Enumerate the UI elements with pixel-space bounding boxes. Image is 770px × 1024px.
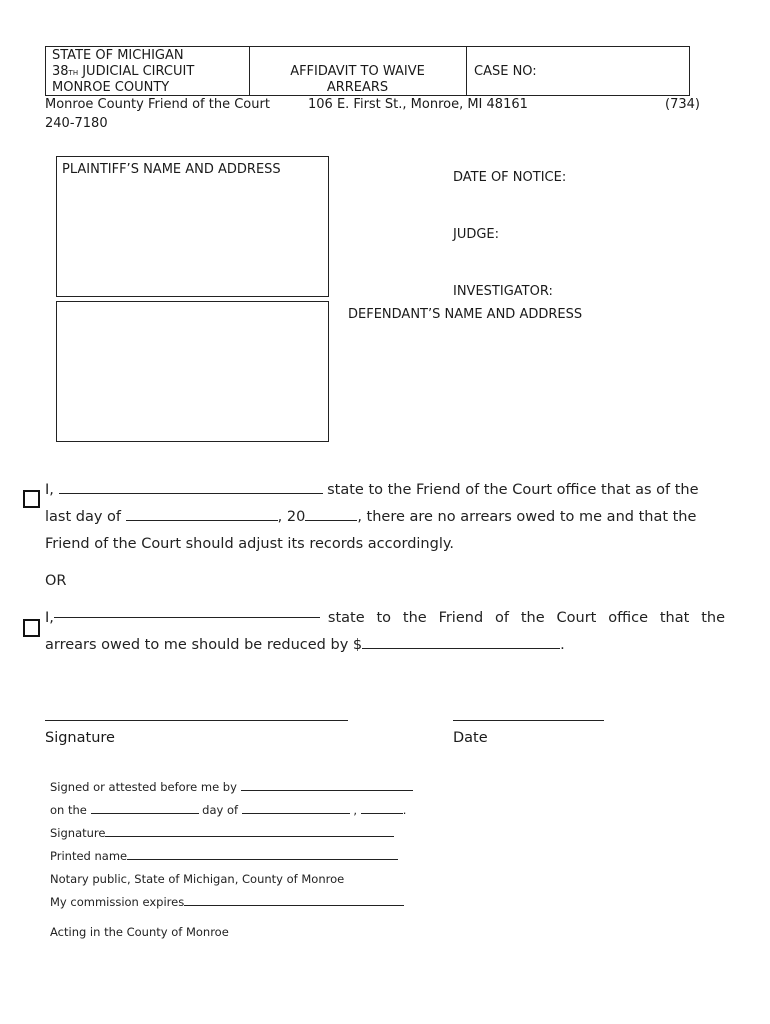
notary-year-blank[interactable] — [361, 803, 403, 814]
notary-date-line: on the day of , . — [50, 803, 407, 817]
plaintiff-label: PLAINTIFF’S NAME AND ADDRESS — [62, 162, 281, 177]
option2-text — [45, 605, 725, 659]
office-street: 106 E. First St., Monroe, MI 48161 — [308, 97, 528, 112]
option1-line2: last day of , 20 , there are no arrears owed to me and that the — [45, 509, 697, 525]
last-day-blank[interactable] — [126, 508, 278, 521]
option1-text — [45, 477, 725, 558]
option1-checkbox[interactable] — [23, 490, 40, 508]
form-title — [249, 64, 466, 96]
notary-day-blank[interactable] — [91, 803, 199, 814]
circuit-name — [52, 64, 194, 80]
amount-blank[interactable] — [362, 636, 560, 649]
option1-line1: I, state to the Friend of the Court office that as of the — [45, 482, 699, 498]
header-divider — [466, 47, 467, 95]
notary-acting-in: Acting in the County of Monroe — [50, 925, 229, 939]
year-blank[interactable] — [305, 508, 357, 521]
commission-expires-blank[interactable] — [184, 895, 404, 906]
state-name: STATE OF MICHIGAN — [52, 48, 184, 63]
judge-label: JUDGE: — [453, 227, 500, 242]
office-name: Monroe County Friend of the Court — [45, 97, 270, 112]
date-line[interactable] — [453, 720, 604, 721]
header-table — [45, 46, 690, 96]
plaintiff-box[interactable] — [56, 156, 329, 297]
county-name: MONROE COUNTY — [52, 80, 170, 95]
form-title-line2: ARREARS — [326, 80, 389, 95]
signature-label: Signature — [45, 730, 115, 746]
option2-line1: I, state to the Friend of the Court office that the — [45, 605, 725, 632]
attested-by-blank[interactable] — [241, 780, 413, 791]
notary-signature-blank[interactable] — [105, 826, 394, 837]
notary-public-text: Notary public, State of Michigan, County of Monroe — [50, 872, 345, 886]
notary-month-blank[interactable] — [242, 803, 350, 814]
notary-signed-before: Signed or attested before me by — [50, 780, 413, 794]
circuit-number: 38 — [52, 64, 69, 79]
circuit-suffix: TH — [68, 69, 79, 77]
or-text: OR — [45, 573, 67, 589]
defendant-label: DEFENDANT’S NAME AND ADDRESS — [348, 307, 583, 322]
name-blank-2[interactable] — [54, 605, 320, 618]
notary-printed-name: Printed name — [50, 849, 398, 863]
investigator-label: INVESTIGATOR: — [453, 284, 553, 299]
notary-signature: Signature — [50, 826, 394, 840]
signature-line[interactable] — [45, 720, 348, 721]
office-area-code: (734) — [665, 97, 700, 112]
form-title-line1: AFFIDAVIT TO WAIVE — [290, 64, 425, 79]
notary-commission: My commission expires — [50, 895, 404, 909]
office-phone: 240-7180 — [45, 116, 108, 131]
notary-printed-name-blank[interactable] — [127, 849, 398, 860]
circuit-text: JUDICIAL CIRCUIT — [78, 64, 195, 79]
date-label: Date — [453, 730, 488, 746]
defendant-box[interactable] — [56, 301, 329, 442]
case-no-label: CASE NO: — [474, 64, 537, 79]
name-blank-1[interactable] — [59, 481, 323, 494]
option2-line2: arrears owed to me should be reduced by $ . — [45, 637, 565, 653]
date-of-notice-label: DATE OF NOTICE: — [453, 170, 567, 185]
option2-checkbox[interactable] — [23, 619, 40, 637]
court-info — [52, 48, 194, 96]
option1-line3: Friend of the Court should adjust its records accordingly. — [45, 536, 454, 552]
